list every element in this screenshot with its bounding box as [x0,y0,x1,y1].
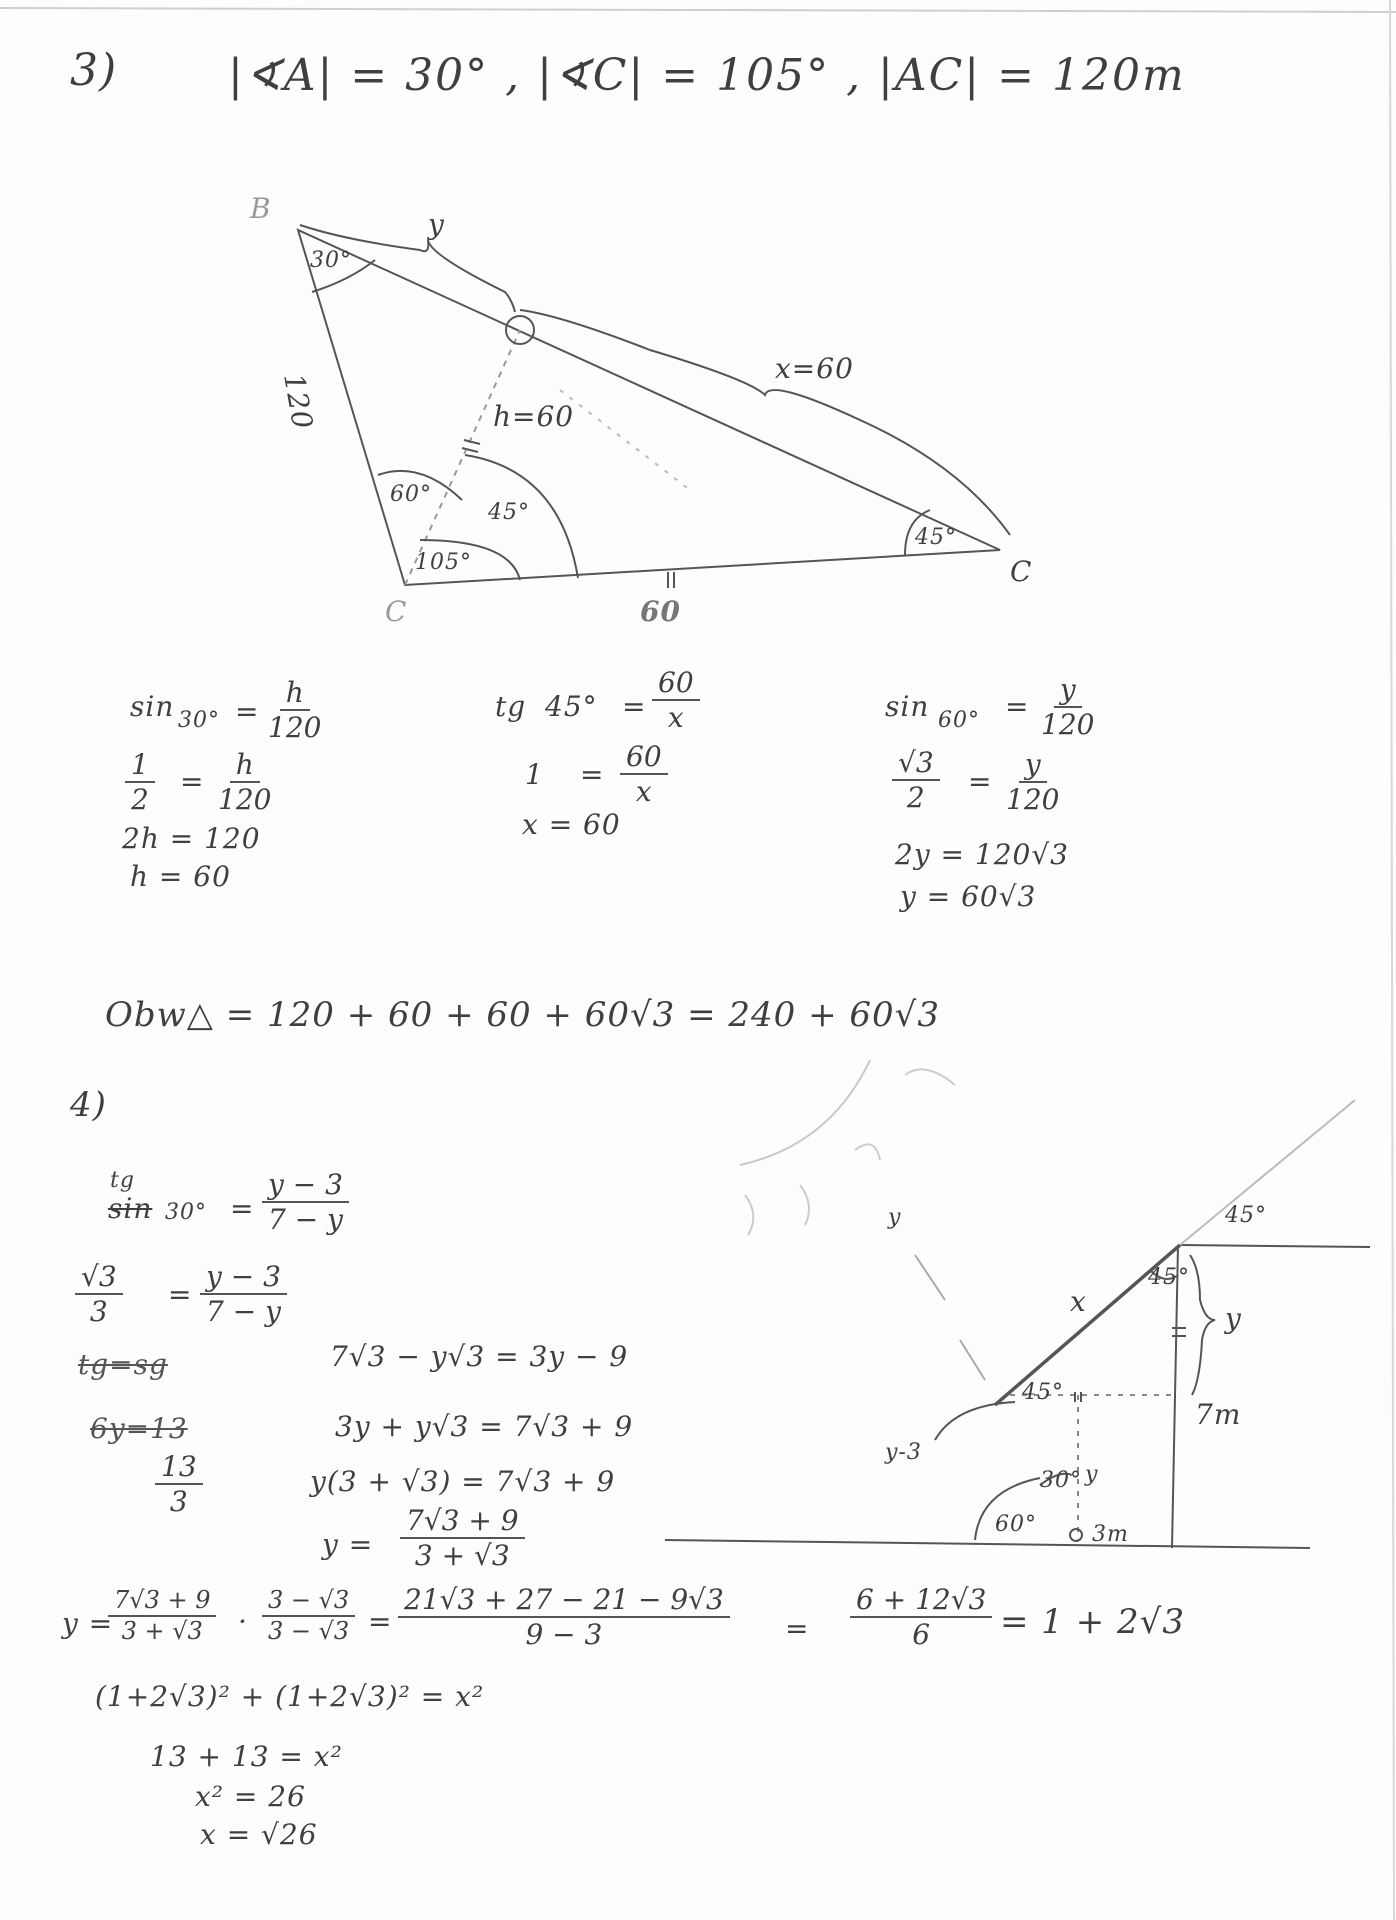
line4: 3y + y√3 = 7√3 + 9 [335,1410,634,1443]
tg45-fn: tg [495,690,527,723]
wall-vertical [1172,1245,1178,1548]
tg45-step1-lhs: 1 [525,758,544,791]
problem-3-number: 3) [70,45,118,96]
sin60-step2: 2y = 120√3 [895,838,1069,871]
d4-label-3m: 3m [1092,1522,1129,1547]
sin30-step1-rhs: $\frac{h}{120}$ [218,748,272,817]
tg45-fraction: $\frac{60}{x}$ [652,668,700,733]
sin30-fn: sin [130,690,175,723]
sin60-arg: 60° [938,708,980,733]
d4-label-y: y [1225,1302,1242,1335]
sin60-fn: sin [885,690,930,723]
line7-eq2: = [785,1612,810,1645]
brace-x [520,310,1010,535]
vertex-c-left-label: C [385,595,408,628]
diagram-4 [665,1060,1370,1548]
tg45-step2: x = 60 [522,808,621,841]
sin30-arg: 30° [178,708,220,733]
problem-4-number: 4) [70,1085,107,1125]
ray-2 [960,1340,985,1380]
angle-45-left-label: 45° [488,500,530,525]
line7-fraction-3: $\frac{21√3 + 27 - 21 - 9√3}{9 - 3}$ [398,1585,730,1650]
tg30-fraction: $\frac{y - 3}{7 - y}$ [262,1170,349,1235]
d4-angle-top: 45° [1225,1203,1267,1228]
d4-label-7m: 7m [1195,1398,1242,1431]
line8: (1+2√3)² + (1+2√3)² = x² [95,1680,485,1713]
height-line [405,330,520,585]
d4-label-arrow: y [888,1205,902,1230]
angle-mark [1070,1529,1082,1541]
line6-lhs: y = [322,1528,374,1561]
line7-dot: · [238,1605,248,1638]
crossed-a: tg=sg [78,1348,168,1381]
line7-lhs: y = [62,1607,114,1640]
sin60-fraction: $\frac{y}{120}$ [1041,673,1095,742]
line7-fraction-2: $\frac{3 - √3}{3 - √3}$ [262,1588,355,1644]
roof-horizontal [1180,1245,1370,1247]
line6-fraction: $\frac{7√3 + 9}{3 + √3}$ [400,1506,525,1571]
d4-label-y-small: y [1085,1462,1099,1487]
label-x-60: x=60 [775,352,854,385]
sin30-step1-lhs: $\frac{1}{2}$ [125,750,155,815]
crossed-b: 6y=13 [90,1412,188,1445]
line11: x = √26 [200,1818,318,1851]
tg30-fn: tg [110,1168,135,1193]
line2-lhs: $\frac{√3}{3}$ [75,1262,123,1327]
angle-60-label: 60° [390,482,432,507]
tg30-fn-crossed: sin [108,1192,153,1225]
line2-rhs: $\frac{y - 3}{7 - y}$ [200,1262,287,1327]
line3: 7√3 − y√3 = 3y − 9 [330,1340,629,1373]
label-base-60: 60 [640,595,681,628]
triangle-outline [298,230,1000,585]
ray-1 [915,1255,945,1300]
sin60-step1-lhs: $\frac{√3}{2}$ [892,748,940,813]
triangle-diagram-3 [298,225,1010,588]
line5: y(3 + √3) = 7√3 + 9 [310,1465,616,1498]
perimeter-line: Obw△ = 120 + 60 + 60 + 60√3 = 240 + 60√3 [105,995,940,1035]
faint-line [560,390,690,490]
sin30-step2: 2h = 120 [122,822,261,855]
sin60-step1-rhs: $\frac{y}{120}$ [1006,748,1060,817]
pointer-y3 [935,1402,1015,1440]
label-y: y [428,208,445,241]
side-120-label: 120 [277,370,320,433]
sin30-fraction: $\frac{h}{120}$ [268,676,322,745]
label-h-60: h=60 [493,400,575,433]
d4-angle-inner: 45° [1148,1265,1190,1290]
ground-line [665,1540,1310,1548]
d4-angle-lower: 45° [1022,1380,1064,1405]
brace-y [1190,1255,1215,1395]
d4-angle-60: 60° [995,1512,1037,1537]
d4-label-x: x [1070,1285,1087,1318]
tg45-arg: 45° [545,690,598,723]
sin30-step3: h = 60 [130,860,231,893]
tg45-step1-fraction: $\frac{60}{x}$ [620,742,668,807]
angle-105-label: 105° [415,550,472,575]
line7-fraction-1: $\frac{7√3 + 9}{3 + √3}$ [108,1588,216,1644]
d4-angle-30: 30° [1040,1468,1082,1493]
problem-3-given: |∢A| = 30° , |∢C| = 105° , |AC| = 120m [228,50,1186,101]
sin60-step3: y = 60√3 [900,880,1037,913]
line9: 13 + 13 = x² [150,1740,343,1773]
d4-label-y-3: y-3 [885,1440,922,1465]
scanned-page: 3) |∢A| = 30° , |∢C| = 105° , |AC| = 120m B C C 30° 60° 45° 105° 45° 120 y x=60 h=60 60 sin 30° = $\frac{h}{120}$ $\frac{1}{2}$ = $\frac{h}{120}$ 2h = 120 h = 60 tg 45° = $\frac{60}{x}$ 1 = $\frac{60}{x}$ x = 60 sin 60° = $\frac{y}{120}$ $\frac{√3}{2}$ = $\frac{y}{120}$ 2y = 120√3 y = 60√3 Obw△ = 120 + 60 + 60 + 60√3 = 240 + 60√3 4) tg sin 30° = $\frac{y - 3}{7 - y}$ $\frac{√3}{3}$ = $\frac{y - 3}{7 - y}$ tg=sg 7√3 − y√3 = 3y − 9 6y=13 3y + y√3 = 7√3 + 9 $\frac{13}{3}$ y(3 + √3) = 7√3 + 9 y = $\frac{7√3 + 9}{3 + √3}$ y = $\frac{7√3 + 9}{3 + √3}$ · $\frac{3 - √3}{3 - √3}$ = $\frac{21√3 + 27 - 21 - 9√3}{9 - 3}$ = $\frac{6 + 12√3}{6}$ = 1 + 2√3 (1+2√3)² + (1+2√3)² = x² 13 + 13 = x² x² = 26 x = √26 45° 45° 45° 30° 60° x y y 7m 3m y-3 y [0,0,1396,1920]
angle-30-label: 30° [310,248,352,273]
line10: x² = 26 [195,1780,306,1813]
crossed-c: $\frac{13}{3}$ [155,1452,203,1517]
vertex-b-label: B [250,192,272,225]
line7-fraction-4: $\frac{6 + 12√3}{6}$ [850,1585,992,1650]
line7-result: = 1 + 2√3 [1000,1602,1185,1642]
sun-arc [740,1060,870,1165]
vertex-c-right-label: C [1010,555,1033,588]
line7-eq: = [368,1605,393,1638]
slope-extension [1180,1100,1355,1245]
tg30-arg: 30° [165,1200,207,1225]
angle-45-right-label: 45° [915,525,957,550]
